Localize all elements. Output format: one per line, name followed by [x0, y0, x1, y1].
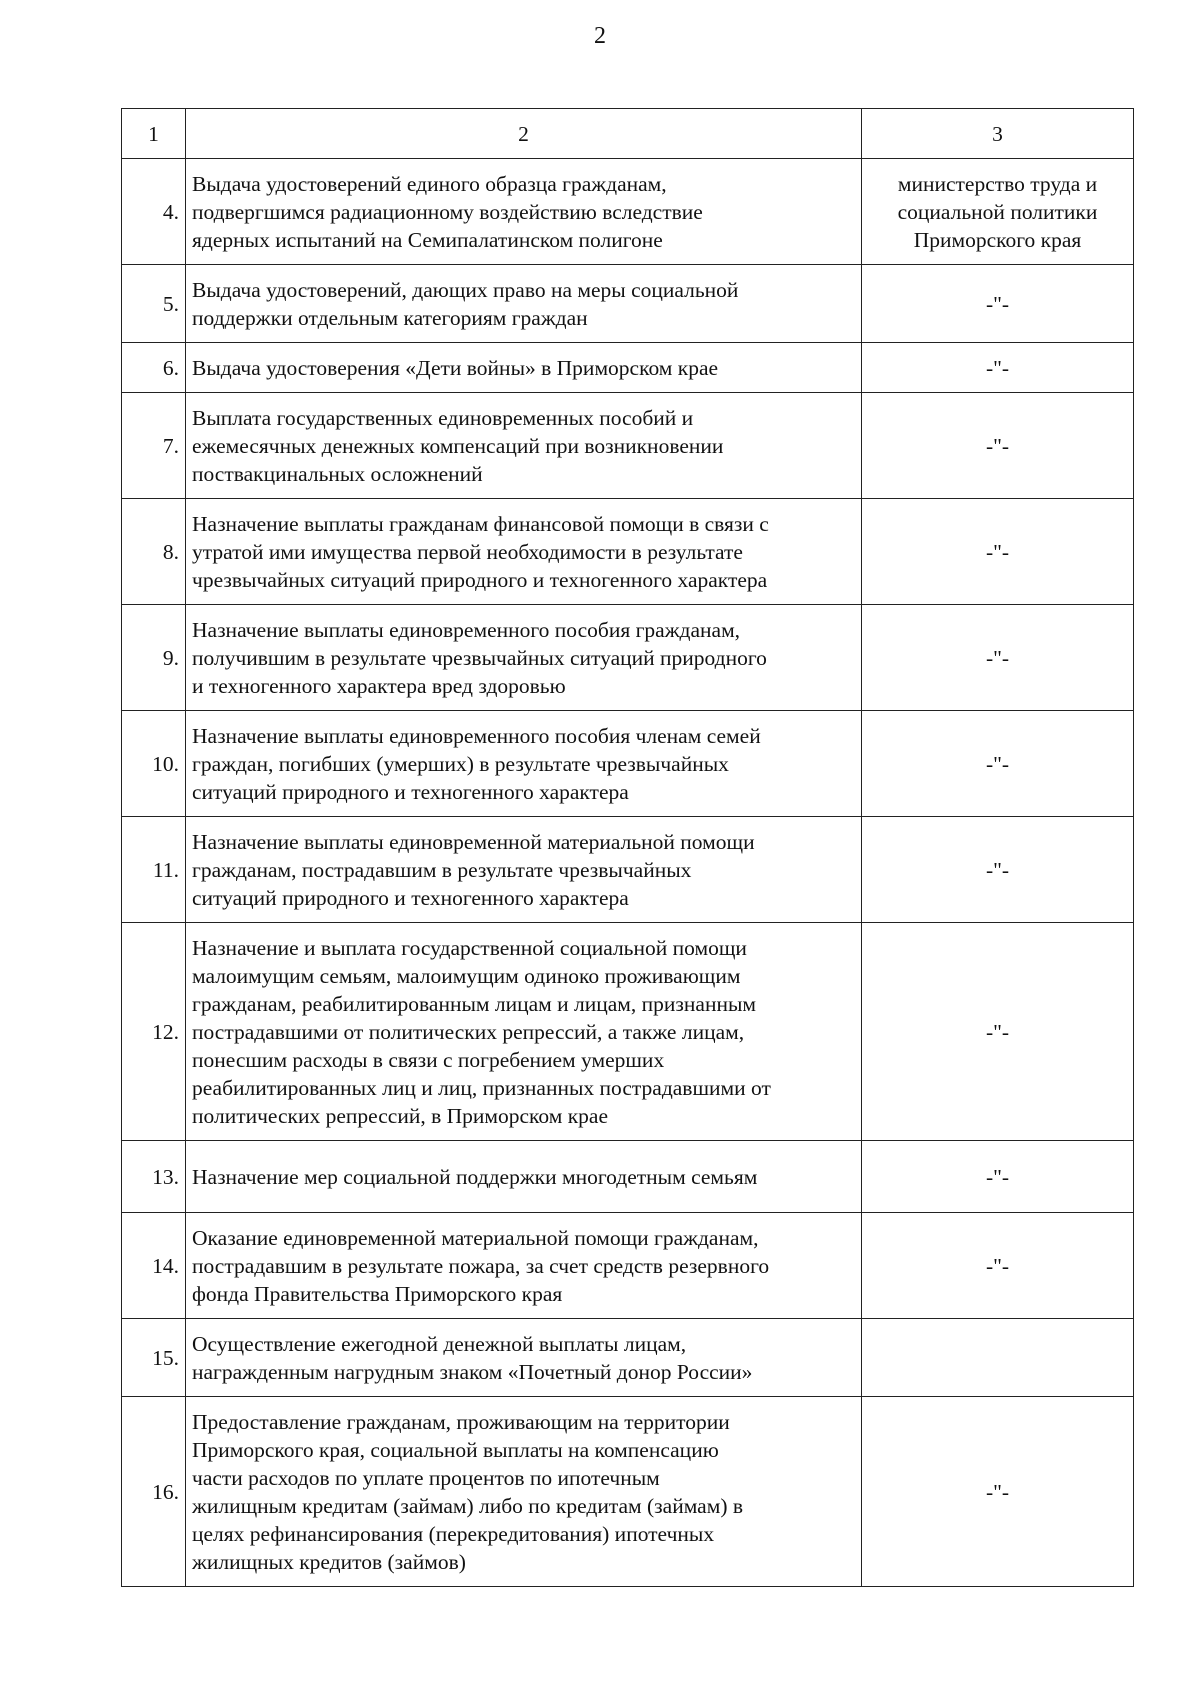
- row-number: 10.: [122, 711, 186, 817]
- table-row: [122, 1141, 1134, 1213]
- table-row: [122, 265, 1134, 343]
- header-col-3: 3: [862, 109, 1134, 159]
- row-organization: -"-: [862, 1141, 1134, 1213]
- row-number: 16.: [122, 1397, 186, 1587]
- table-row: [122, 1319, 1134, 1397]
- row-description: Выдача удостоверений единого образца гражданам, подвергшимся радиационному воздействию вследствие ядерных испытаний на Семипалатинском полигоне: [186, 159, 862, 265]
- row-description: Назначение выплаты единовременного пособия членам семей граждан, погибших (умерших) в результате чрезвычайных ситуаций природного и техногенного характера: [186, 711, 862, 817]
- row-organization: [862, 1319, 1134, 1397]
- row-description: Выплата государственных единовременных пособий и ежемесячных денежных компенсаций при возникновении поствакцинальных осложнений: [186, 393, 862, 499]
- row-organization: -"-: [862, 605, 1134, 711]
- row-number: 15.: [122, 1319, 186, 1397]
- table-row: [122, 159, 1134, 265]
- row-organization: -"-: [862, 923, 1134, 1141]
- header-col-2: 2: [186, 109, 862, 159]
- table-row: [122, 393, 1134, 499]
- services-table: [121, 108, 1134, 1587]
- row-organization: -"-: [862, 1213, 1134, 1319]
- row-number: 12.: [122, 923, 186, 1141]
- row-number: 13.: [122, 1141, 186, 1213]
- page-number: 2: [594, 23, 606, 49]
- row-number: 5.: [122, 265, 186, 343]
- row-number: 11.: [122, 817, 186, 923]
- row-description: Предоставление гражданам, проживающим на территории Приморского края, социальной выплаты на компенсацию части расходов по уплате процентов по ипотечным жилищным кредитам (займам) либо по кредитам (займам) в целях рефинансирования (перекредитования) ипотечных жилищных кредитов (займов): [186, 1397, 862, 1587]
- table-body: [122, 109, 1134, 1587]
- row-organization: -"-: [862, 499, 1134, 605]
- table-row: [122, 1397, 1134, 1587]
- row-description: Осуществление ежегодной денежной выплаты лицам, награжденным нагрудным знаком «Почетный донор России»: [186, 1319, 862, 1397]
- row-description: Назначение выплаты единовременной материальной помощи гражданам, пострадавшим в результате чрезвычайных ситуаций природного и техногенного характера: [186, 817, 862, 923]
- table-row: [122, 343, 1134, 393]
- row-organization: -"-: [862, 343, 1134, 393]
- header-col-1: 1: [122, 109, 186, 159]
- row-description: Назначение выплаты гражданам финансовой помощи в связи с утратой ими имущества первой необходимости в результате чрезвычайных ситуаций природного и техногенного характера: [186, 499, 862, 605]
- row-number: 7.: [122, 393, 186, 499]
- row-organization: -"-: [862, 711, 1134, 817]
- row-description: Выдача удостоверений, дающих право на меры социальной поддержки отдельным категориям граждан: [186, 265, 862, 343]
- row-organization: -"-: [862, 1397, 1134, 1587]
- row-organization: -"-: [862, 265, 1134, 343]
- row-organization: -"-: [862, 393, 1134, 499]
- table-row: [122, 817, 1134, 923]
- row-number: 6.: [122, 343, 186, 393]
- table-row: [122, 605, 1134, 711]
- table-row: [122, 499, 1134, 605]
- table-row: [122, 1213, 1134, 1319]
- row-number: 4.: [122, 159, 186, 265]
- row-description: Назначение мер социальной поддержки многодетным семьям: [186, 1141, 862, 1213]
- row-description: Назначение выплаты единовременного пособия гражданам, получившим в результате чрезвычайных ситуаций природного и техногенного характера вред здоровью: [186, 605, 862, 711]
- row-number: 9.: [122, 605, 186, 711]
- row-description: Выдача удостоверения «Дети войны» в Приморском крае: [186, 343, 862, 393]
- table-row: [122, 923, 1134, 1141]
- row-number: 14.: [122, 1213, 186, 1319]
- row-number: 8.: [122, 499, 186, 605]
- row-description: Назначение и выплата государственной социальной помощи малоимущим семьям, малоимущим одиноко проживающим гражданам, реабилитированным лицам и лицам, признанным пострадавшими от политических репрессий, а также лицам, понесшим расходы в связи с погребением умерших реабилитированных лиц и лиц, признанных пострадавшими от политических репрессий, в Приморском крае: [186, 923, 862, 1141]
- row-organization: -"-: [862, 817, 1134, 923]
- row-description: Оказание единовременной материальной помощи гражданам, пострадавшим в результате пожара, за счет средств резервного фонда Правительства Приморского края: [186, 1213, 862, 1319]
- table-row: [122, 711, 1134, 817]
- table-header-row: [122, 109, 1134, 159]
- row-organization: министерство труда и социальной политики Приморского края: [862, 159, 1134, 265]
